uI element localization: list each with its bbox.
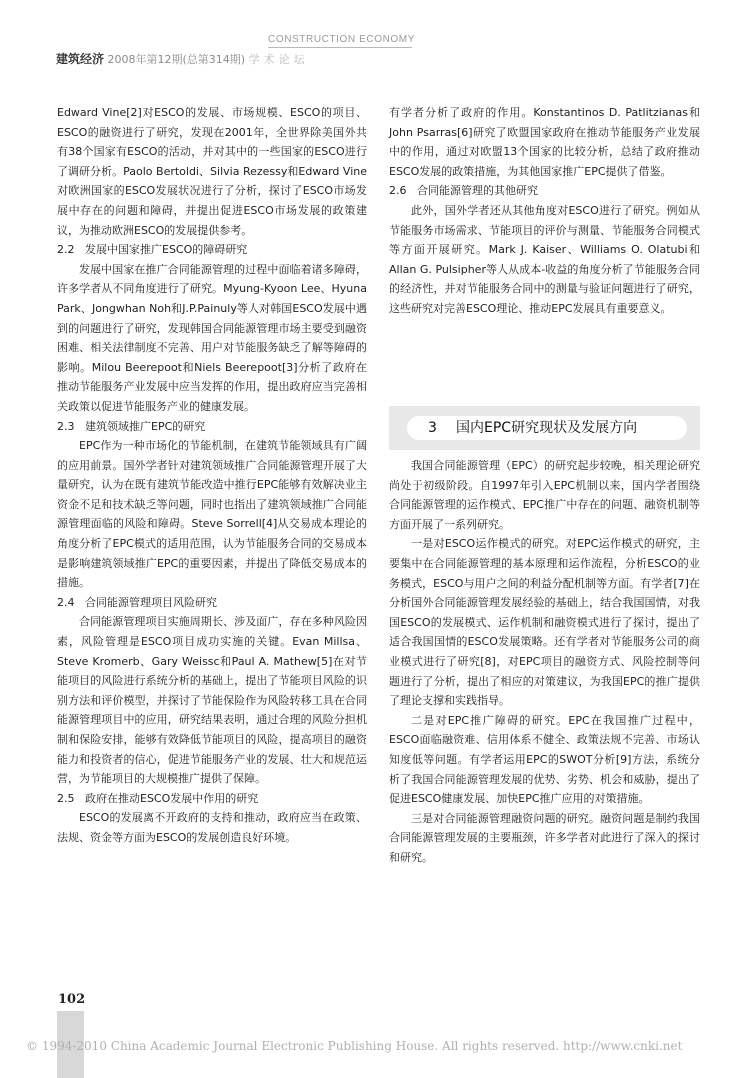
section-heading: 2.5 政府在推动ESCO发展中作用的研究	[57, 791, 259, 805]
body-paragraph: ESCO的发展离不开政府的支持和推动，政府应当在政策、法规、资金等方面为ESCO的发展创造良好环境。	[57, 811, 367, 844]
body-paragraph: EPC作为一种市场化的节能机制，在建筑节能领域具有广阔的应用前景。国外学者针对建筑领域推广合同能源管理开展了大量研究，认为在既有建筑节能改造中推行EPC能够有效解决业主资金不足和技术缺乏等问题，同时也指出了建筑领域推广合同能源管理面临的风险和障碍。Steve Sorrell[4]从交易成本理论的角度分析了EPC模式的适用范围，认为节能服务合同的交易成本是影响建筑领域推广EPC的重要因素，并提出了降低交易成本的措施。	[57, 439, 367, 590]
body-paragraph: Edward Vine[2]对ESCO的发展、市场规模、ESCO的项目、ESCO的融资进行了研究，发现在2001年，全世界除美国外共有38个国家有ESCO的活动，并对其中的一些国家的ESCO进行了调研分析。Paolo Bertoldi、Silvia Rezessy和Edward Vine对欧洲国家的ESCO发展状况进行了分析，探讨了ESCO市场发展中存在的问题和障碍，并提出促进ESCO市场发展的政策建议，为推动欧洲ESCO的发展提供参考。	[57, 106, 367, 237]
header-rule	[268, 47, 412, 48]
body-paragraph: 一是对ESCO运作模式的研究。对EPC运作模式的研究，主要集中在合同能源管理的基本原理和运作流程，分析ESCO的业务模式，ESCO与用户之间的利益分配机制等方面。有学者[7]在分析国外合同能源管理发展经验的基础上，结合我国国情，对我国ESCO的发展模式、运作机制和融资模式进行了探讨，提出了适合我国国情的ESCO发展策略。还有学者对节能服务公司的商业模式进行了研究[8]，对EPC项目的融资方式、风险控制等问题进行了分析，提出了相应的对策建议，为我国EPC的推广提供了理论支撑和实践指导。	[389, 537, 700, 708]
body-paragraph: 二是对EPC推广障碍的研究。EPC在我国推广过程中，ESCO面临融资难、信用体系不健全、政策法规不完善、市场认知度低等问题。有学者运用EPC的SWOT分析[9]方法，系统分析了我国合同能源管理发展的优势、劣势、机会和威胁，提出了促进ESCO健康发展、加快EPC推广应用的对策措施。	[389, 713, 700, 806]
section-number: 3	[428, 420, 437, 436]
right-column-continued	[389, 456, 700, 867]
column-name: 学术论坛	[248, 53, 309, 66]
issue-info: 2008年第12期(总第314期)	[107, 53, 246, 66]
journal-english-title: CONSTRUCTION ECONOMY	[268, 34, 415, 45]
section-banner-label	[407, 416, 687, 440]
body-paragraph: 有学者分析了政府的作用。Konstantinos D. Patlitzianas和John Psarras[6]研究了欧盟国家政府在推动节能服务产业发展中的作用，通过对欧盟13个国家的比较分析，总结了政府推动ESCO发展的政策措施，为其他国家推广EPC提供了借鉴。	[389, 106, 700, 178]
body-paragraph: 合同能源管理项目实施周期长、涉及面广，存在多种风险因素，风险管理是ESCO项目成功实施的关键。Evan Millsa、Steve Kromerb、Gary Weissc和Paul A. Mathew[5]在对节能项目的风险进行系统分析的基础上，提出了节能项目风险的识别方法和评价模型，并探讨了节能保险作为风险转移工具在合同能源管理项目中的应用，研究结果表明，通过合理的风险分担机制和保险安排，能够有效降低节能项目的风险，提高项目的融资能力和投资者的信心，促进节能服务产业的发展、壮大和规范运营，为节能项目的大规模推广提供了保障。	[57, 615, 367, 786]
body-paragraph: 发展中国家在推广合同能源管理的过程中面临着诸多障碍，许多学者从不同角度进行了研究。Myung-Kyoon Lee、Hyuna Park、Jongwhan Noh和J.P.Painuly等人对韩国ESCO发展中遇到的问题进行了研究，发现韩国合同能源管理市场主要受到融资困难、相关法律制度不完善、用户对节能服务缺乏了解等障碍的影响。Milou Beerepoot和Niels Beerepoot[3]分析了政府在推动节能服务产业发展中应当发挥的作用，提出政府应当完善相关政策以促进节能服务产业的健康发展。	[57, 262, 367, 413]
running-header	[56, 50, 309, 67]
body-paragraph: 三是对合同能源管理融资问题的研究。融资问题是制约我国合同能源管理发展的主要瓶颈，许多学者对此进行了深入的探讨和研究。	[389, 811, 700, 864]
section-banner	[389, 406, 700, 450]
section-heading: 2.4 合同能源管理项目风险研究	[57, 595, 217, 609]
body-paragraph: 我国合同能源管理（EPC）的研究起步较晚，相关理论研究尚处于初级阶段。自1997年引入EPC机制以来，国内学者围绕合同能源管理的运作模式、EPC推广中存在的问题、融资机制等方面开展了一系列研究。	[389, 459, 700, 531]
section-title: 国内EPC研究现状及发展方向	[456, 420, 638, 436]
section-heading: 2.6 合同能源管理的其他研究	[389, 184, 538, 198]
left-column	[57, 103, 367, 848]
page-number: 102	[58, 992, 86, 1007]
body-paragraph: 此外，国外学者还从其他角度对ESCO进行了研究。例如从节能服务市场需求、节能项目的评价与测量、节能服务合同模式等方面开展研究。Mark J. Kaiser、Williams O. Olatubi和Allan G. Pulsipher等人从成本-收益的角度分析了节能服务合同的经济性，并对节能服务合同中的测量与验证问题进行了研究，这些研究对完善ESCO理论、推动EPC发展具有重要意义。	[389, 203, 700, 315]
section-heading: 2.2 发展中国家推广ESCO的障碍研究	[57, 243, 248, 257]
journal-logo: 建筑经济	[56, 52, 105, 66]
right-column	[389, 103, 700, 319]
section-heading: 2.3 建筑领域推广EPC的研究	[57, 419, 206, 433]
copyright-footer: © 1994-2010 China Academic Journal Electronic Publishing House. All rights reserved. http://www.cnki.net	[26, 1039, 683, 1053]
